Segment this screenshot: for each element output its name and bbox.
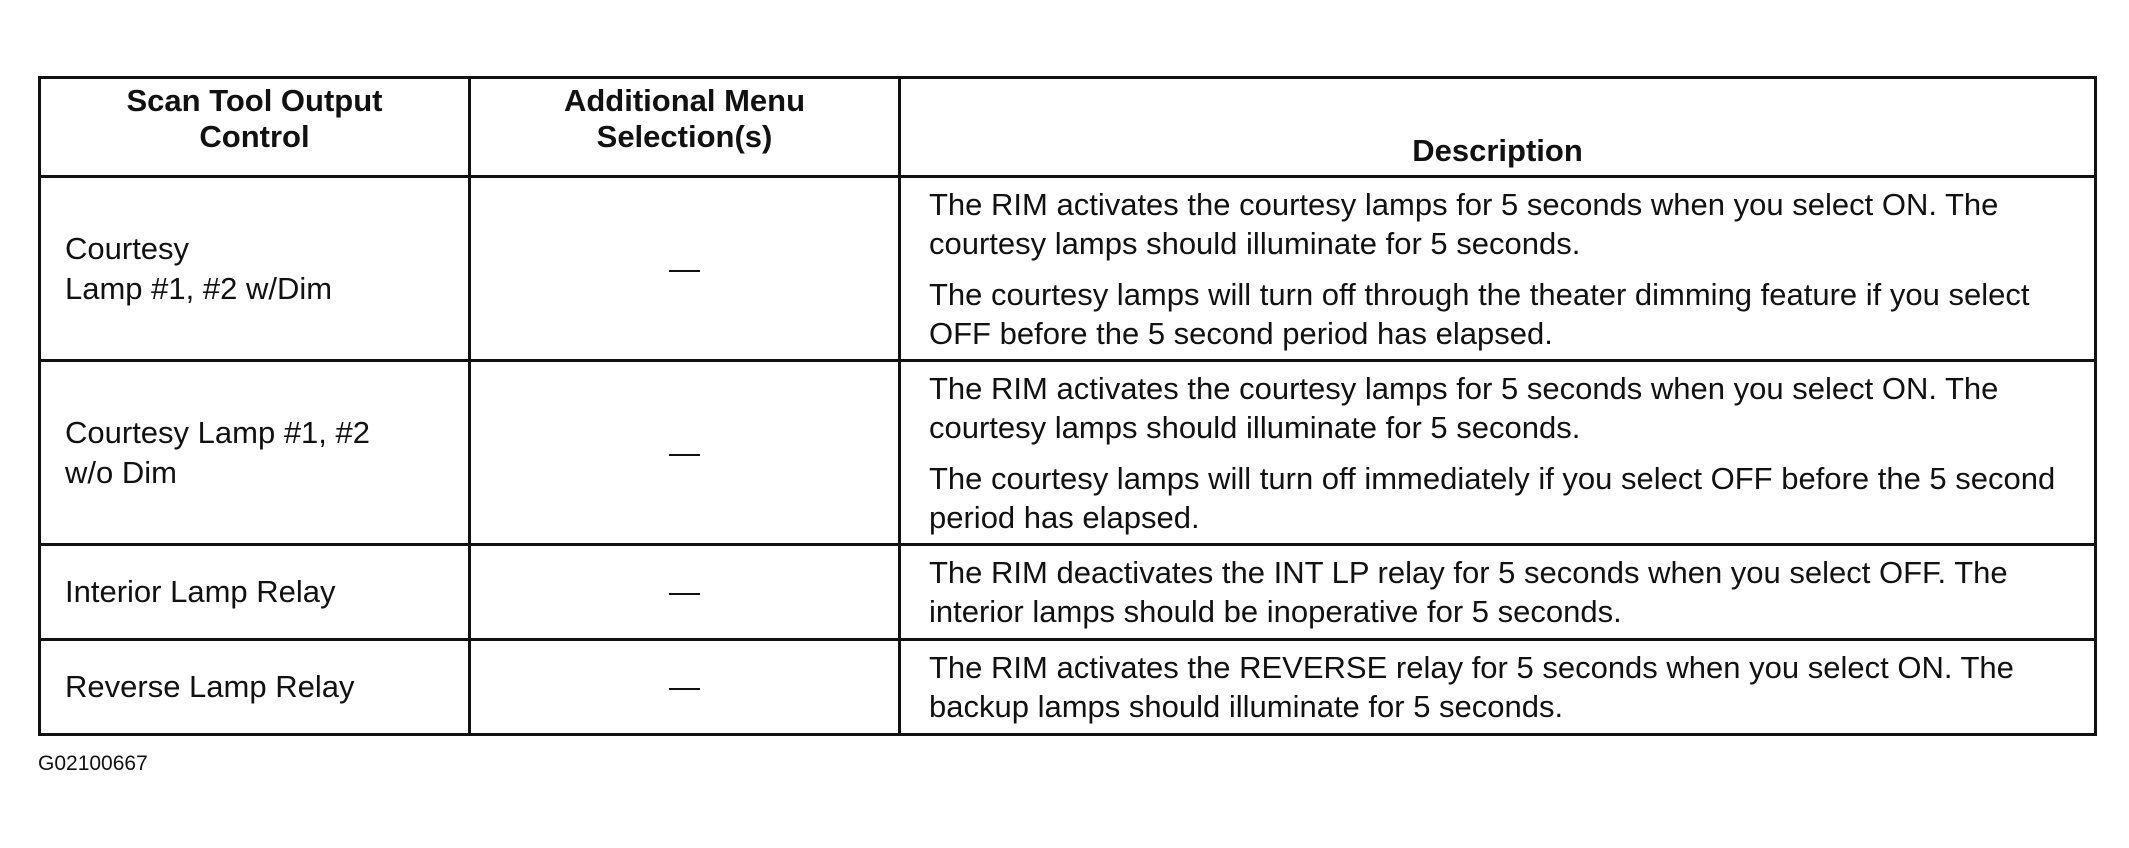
- table-row: [40, 545, 2096, 640]
- row-description: [900, 361, 2096, 545]
- description-paragraph: The courtesy lamps will turn off through the theater dimming feature if you select OFF before the 5 second period has elapsed.: [929, 276, 2030, 351]
- row-control-name: [40, 361, 470, 545]
- header-scan-tool-output-control: [40, 78, 470, 177]
- table-header-row: [40, 78, 2096, 177]
- header-line: Additional Menu: [563, 83, 806, 118]
- table-row: [40, 177, 2096, 361]
- row-control-name: [40, 177, 470, 361]
- row-menu-selection: —: [470, 640, 900, 735]
- description-paragraph: The RIM deactivates the INT LP relay for 5 seconds when you select OFF. The interior lamps should be inoperative for 5 seconds.: [929, 555, 2008, 629]
- row-control-name: Reverse Lamp Relay: [40, 640, 470, 735]
- description-paragraph: The RIM activates the courtesy lamps for 5 seconds when you select ON. The courtesy lamps should illuminate for 5 seconds.: [929, 370, 1999, 445]
- header-line: Scan Tool Output: [126, 83, 383, 118]
- row-menu-selection: —: [470, 177, 900, 361]
- scan-tool-output-table: [38, 76, 2097, 736]
- row-description: [900, 177, 2096, 361]
- row-menu-selection: —: [470, 545, 900, 640]
- control-name-line: Courtesy: [65, 230, 190, 266]
- row-description: [900, 545, 2096, 640]
- description-paragraph: The courtesy lamps will turn off immediately if you select OFF before the 5 second period has elapsed.: [929, 460, 2056, 535]
- table-row: [40, 361, 2096, 545]
- table-row: [40, 640, 2096, 735]
- control-name-line: w/o Dim: [65, 454, 177, 490]
- row-description: [900, 640, 2096, 735]
- row-menu-selection: —: [470, 361, 900, 545]
- header-additional-menu-selections: [470, 78, 900, 177]
- description-paragraph: The RIM activates the REVERSE relay for 5 seconds when you select ON. The backup lamps should illuminate for 5 seconds.: [929, 650, 2014, 724]
- control-name-line: Lamp #1, #2 w/Dim: [65, 270, 333, 306]
- control-name-line: Courtesy Lamp #1, #2: [65, 414, 371, 450]
- header-description: Description: [900, 78, 2096, 177]
- figure-code: G02100667: [38, 752, 148, 775]
- row-control-name: Interior Lamp Relay: [40, 545, 470, 640]
- header-line: Control: [199, 119, 310, 154]
- header-line: Selection(s): [596, 119, 773, 154]
- description-paragraph: The RIM activates the courtesy lamps for 5 seconds when you select ON. The courtesy lamps should illuminate for 5 seconds.: [929, 186, 1999, 261]
